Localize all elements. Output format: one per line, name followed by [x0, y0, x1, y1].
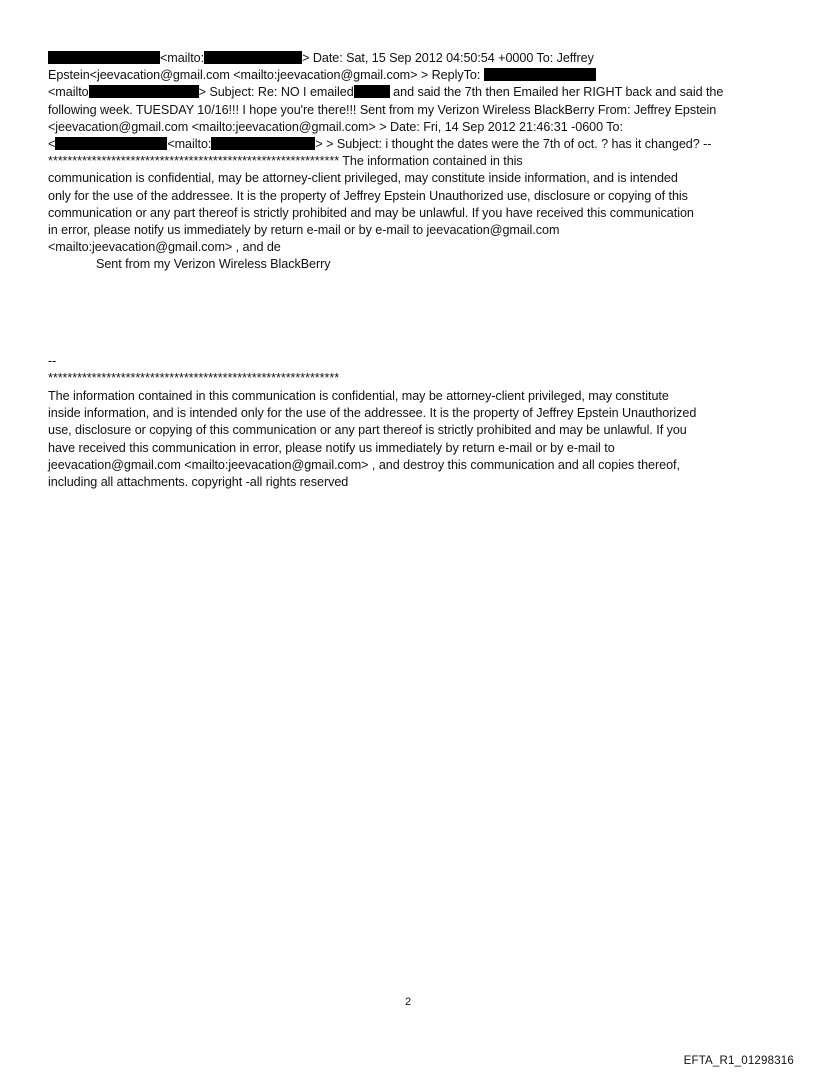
header-line-3 — [48, 84, 770, 101]
header-line-5: <jeevacation@gmail.com <mailto:jeevacation@gmail.com> > Date: Fri, 14 Sep 2012 21:46:31 -0600 To: — [48, 119, 623, 134]
page-number: 2 — [404, 996, 412, 1008]
header-line-6 — [48, 136, 770, 153]
header-line-8: communication is confidential, may be attorney-client privileged, may constitute inside information, and is intended — [48, 171, 678, 186]
header-text: > > Subject: i thought the dates were the 7th of oct. ? has it changed? -- — [315, 137, 712, 152]
document-id: EFTA_R1_01298316 — [683, 1055, 794, 1067]
header-text: > Subject: Re: NO I emailed — [198, 85, 354, 100]
header-line-7: ************************************************************ The information contained in this — [48, 154, 523, 169]
header-line-2 — [48, 67, 770, 84]
signature-stars: ************************************************************ — [48, 371, 340, 386]
header-text: <mailto: — [160, 51, 205, 65]
redaction-box — [89, 85, 199, 98]
header-line-4: following week. TUESDAY 10/16!!! I hope you're there!!! Sent from my Verizon Wireless BlackBerry From: Jeffrey Epstein — [48, 102, 717, 117]
header-line-13: Sent from my Verizon Wireless BlackBerry — [96, 257, 331, 272]
header-text: <mailto — [48, 85, 89, 100]
redaction-box — [211, 137, 315, 150]
header-text: < — [48, 137, 56, 152]
header-line-1 — [48, 50, 770, 67]
redaction-box — [354, 85, 390, 98]
header-line-12: <mailto:jeevacation@gmail.com> , and de — [48, 240, 281, 255]
header-text: <mailto: — [167, 137, 212, 152]
header-line-10: communication or any part thereof is strictly prohibited and may be unlawful. If you have received this communication — [48, 205, 694, 220]
disclaimer-line: inside information, and is intended only for the use of the addressee. It is the property of Jeffrey Epstein Unauthorized — [48, 406, 697, 421]
redaction-box — [484, 68, 596, 81]
disclaimer-line: jeevacation@gmail.com <mailto:jeevacation@gmail.com> , and destroy this communication and all copies thereof, — [48, 457, 680, 472]
disclaimer-text — [48, 388, 770, 491]
disclaimer-line: The information contained in this communication is confidential, may be attorney-client privileged, may constitute — [48, 389, 669, 403]
redaction-box — [55, 137, 167, 150]
header-text: > Date: Sat, 15 Sep 2012 04:50:54 +0000 To: Jeffrey — [302, 51, 594, 65]
email-thread-text — [48, 50, 770, 274]
disclaimer-line: have received this communication in error, please notify us immediately by return e-mail or by e-mail to — [48, 440, 615, 455]
disclaimer-line: including all attachments. copyright -all rights reserved — [48, 475, 349, 490]
redaction-box — [48, 51, 160, 64]
header-text: Epstein<jeevacation@gmail.com <mailto:jeevacation@gmail.com> > ReplyTo: — [48, 68, 481, 83]
header-line-9: only for the use of the addressee. It is the property of Jeffrey Epstein Unauthorized use, disclosure or copying of this — [48, 188, 688, 203]
disclaimer-line: use, disclosure or copying of this communication or any part thereof is strictly prohibited and may be unlawful. If you — [48, 423, 687, 438]
header-text: and said the 7th then Emailed her RIGHT back and said the — [393, 85, 724, 100]
signature-dashes: -- — [48, 354, 57, 368]
header-line-11: in error, please notify us immediately by return e-mail or by e-mail to jeevacation@gmail.com — [48, 223, 560, 238]
signature-separator — [48, 353, 770, 387]
redaction-box — [204, 51, 302, 64]
